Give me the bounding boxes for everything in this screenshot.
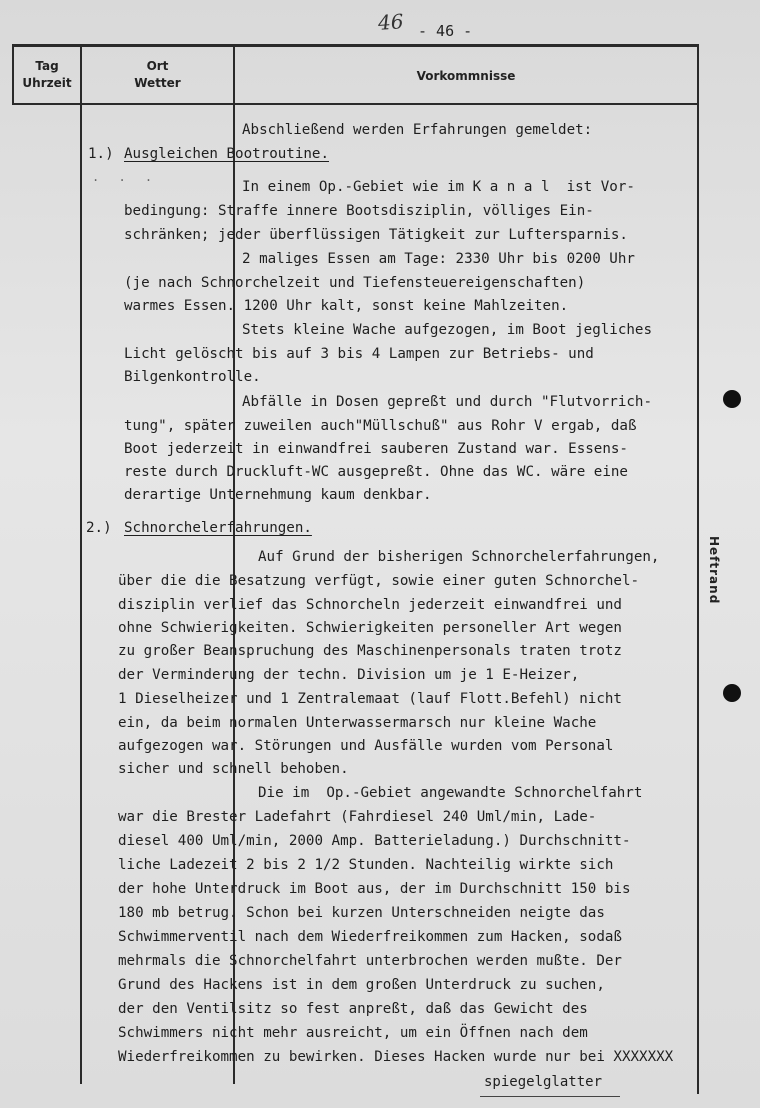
text-line: bedingung: Straffe innere Bootsdisziplin, völliges Ein-: [124, 203, 594, 219]
text-line: der Verminderung der techn. Division um je 1 E-Heizer,: [118, 667, 580, 683]
text-line: schränken; jeder überflüssigen Tätigkeit zur Luftersparnis.: [124, 227, 628, 243]
text-line: (je nach Schnorchelzeit und Tiefensteuereigenschaften): [124, 275, 586, 291]
text-line: liche Ladezeit 2 bis 2 1/2 Stunden. Nachteilig wirkte sich: [118, 857, 614, 873]
text-line: 180 mb betrug. Schon bei kurzen Unterschneiden neigte das: [118, 905, 605, 921]
text-line: Schwimmerventil nach dem Wiederfreikommen zum Hacken, sodaß: [118, 929, 622, 945]
text-line: In einem Op.-Gebiet wie im K a n a l ist Vor-: [242, 179, 635, 195]
dotted-mark: . . .: [92, 170, 159, 184]
text-line: tung", später zuweilen auch"Müllschuß" aus Rohr V ergab, daß: [124, 418, 637, 434]
text-line: zu großer Beanspruchung des Maschinenpersonals traten trotz: [118, 643, 622, 659]
text-line: warmes Essen. 1200 Uhr kalt, sonst keine Mahlzeiten.: [124, 298, 569, 314]
header-vorkommnisse: Vorkommnisse: [416, 69, 516, 83]
text-line: Bilgenkontrolle.: [124, 369, 261, 385]
text-line: über die die Besatzung verfügt, sowie einer guten Schnorchel-: [118, 573, 640, 589]
text-line: Abfälle in Dosen gepreßt und durch "Flutvorrich-: [242, 394, 652, 410]
text-line: diesel 400 Uml/min, 2000 Amp. Batterieladung.) Durchschnitt-: [118, 833, 631, 849]
text-line: derartige Unternehmung kaum denkbar.: [124, 487, 432, 503]
handwritten-page-number: 46: [377, 9, 405, 35]
text-line: Auf Grund der bisherigen Schnorchelerfahrungen,: [258, 549, 660, 565]
margin-note-heftrand: Heftrand: [707, 536, 721, 605]
text-line: ohne Schwierigkeiten. Schwierigkeiten personeller Art wegen: [118, 620, 622, 636]
text-line: aufgezogen war. Störungen und Ausfälle wurden vom Personal: [118, 738, 614, 754]
catchword: spiegelglatter: [484, 1074, 603, 1090]
catchword-rule: [480, 1096, 620, 1097]
punch-hole-top: [723, 390, 741, 408]
text-line: Abschließend werden Erfahrungen gemeldet:: [242, 122, 593, 138]
text-line: Die im Op.-Gebiet angewandte Schnorchelfahrt: [258, 785, 643, 801]
text-line: Stets kleine Wache aufgezogen, im Boot jegliches: [242, 322, 652, 338]
header-ort-wetter: Ort Wetter: [134, 59, 181, 90]
text-line: sicher und schnell behoben.: [118, 761, 349, 777]
table-right-border: [697, 44, 699, 1094]
text-line: der hohe Unterdruck im Boot aus, der im Durchschnitt 150 bis: [118, 881, 631, 897]
text-line: Wiederfreikommen zu bewirken. Dieses Hacken wurde nur bei XXXXXXX: [118, 1049, 674, 1065]
text-line: 1 Dieselheizer und 1 Zentralemaat (lauf Flott.Befehl) nicht: [118, 691, 622, 707]
text-line: war die Brester Ladefahrt (Fahrdiesel 240 Uml/min, Lade-: [118, 809, 597, 825]
punch-hole-bottom: [723, 684, 741, 702]
header-bottom-rule: [12, 103, 698, 105]
column-divider-1: [80, 44, 82, 1084]
header-tag-uhrzeit: Tag Uhrzeit: [22, 59, 72, 90]
text-line: Schwimmers nicht mehr ausreicht, um ein Öffnen nach dem: [118, 1025, 588, 1041]
text-line: Licht gelöscht bis auf 3 bis 4 Lampen zur Betriebs- und: [124, 346, 594, 362]
table-top-rule: [12, 44, 698, 47]
section-title-1: Ausgleichen Bootroutine.: [124, 146, 329, 162]
text-line: Grund des Hackens ist in dem großen Unterdruck zu suchen,: [118, 977, 605, 993]
text-line: disziplin verlief das Schnorcheln jederzeit einwandfrei und: [118, 597, 622, 613]
section-title-2: Schnorchelerfahrungen.: [124, 520, 312, 536]
text-line: der den Ventilsitz so fest anpreßt, daß das Gewicht des: [118, 1001, 588, 1017]
section-number-1: 1.): [88, 146, 114, 162]
text-line: reste durch Druckluft-WC ausgepreßt. Ohne das WC. wäre eine: [124, 464, 628, 480]
text-line: Boot jederzeit in einwandfrei sauberen Zustand war. Essens-: [124, 441, 628, 457]
section-number-2: 2.): [86, 520, 112, 536]
page-number: - 46 -: [418, 22, 473, 40]
text-line: ein, da beim normalen Unterwassermarsch nur kleine Wache: [118, 715, 597, 731]
text-line: mehrmals die Schnorchelfahrt unterbrochen werden mußte. Der: [118, 953, 622, 969]
text-line: 2 maliges Essen am Tage: 2330 Uhr bis 0200 Uhr: [242, 251, 635, 267]
